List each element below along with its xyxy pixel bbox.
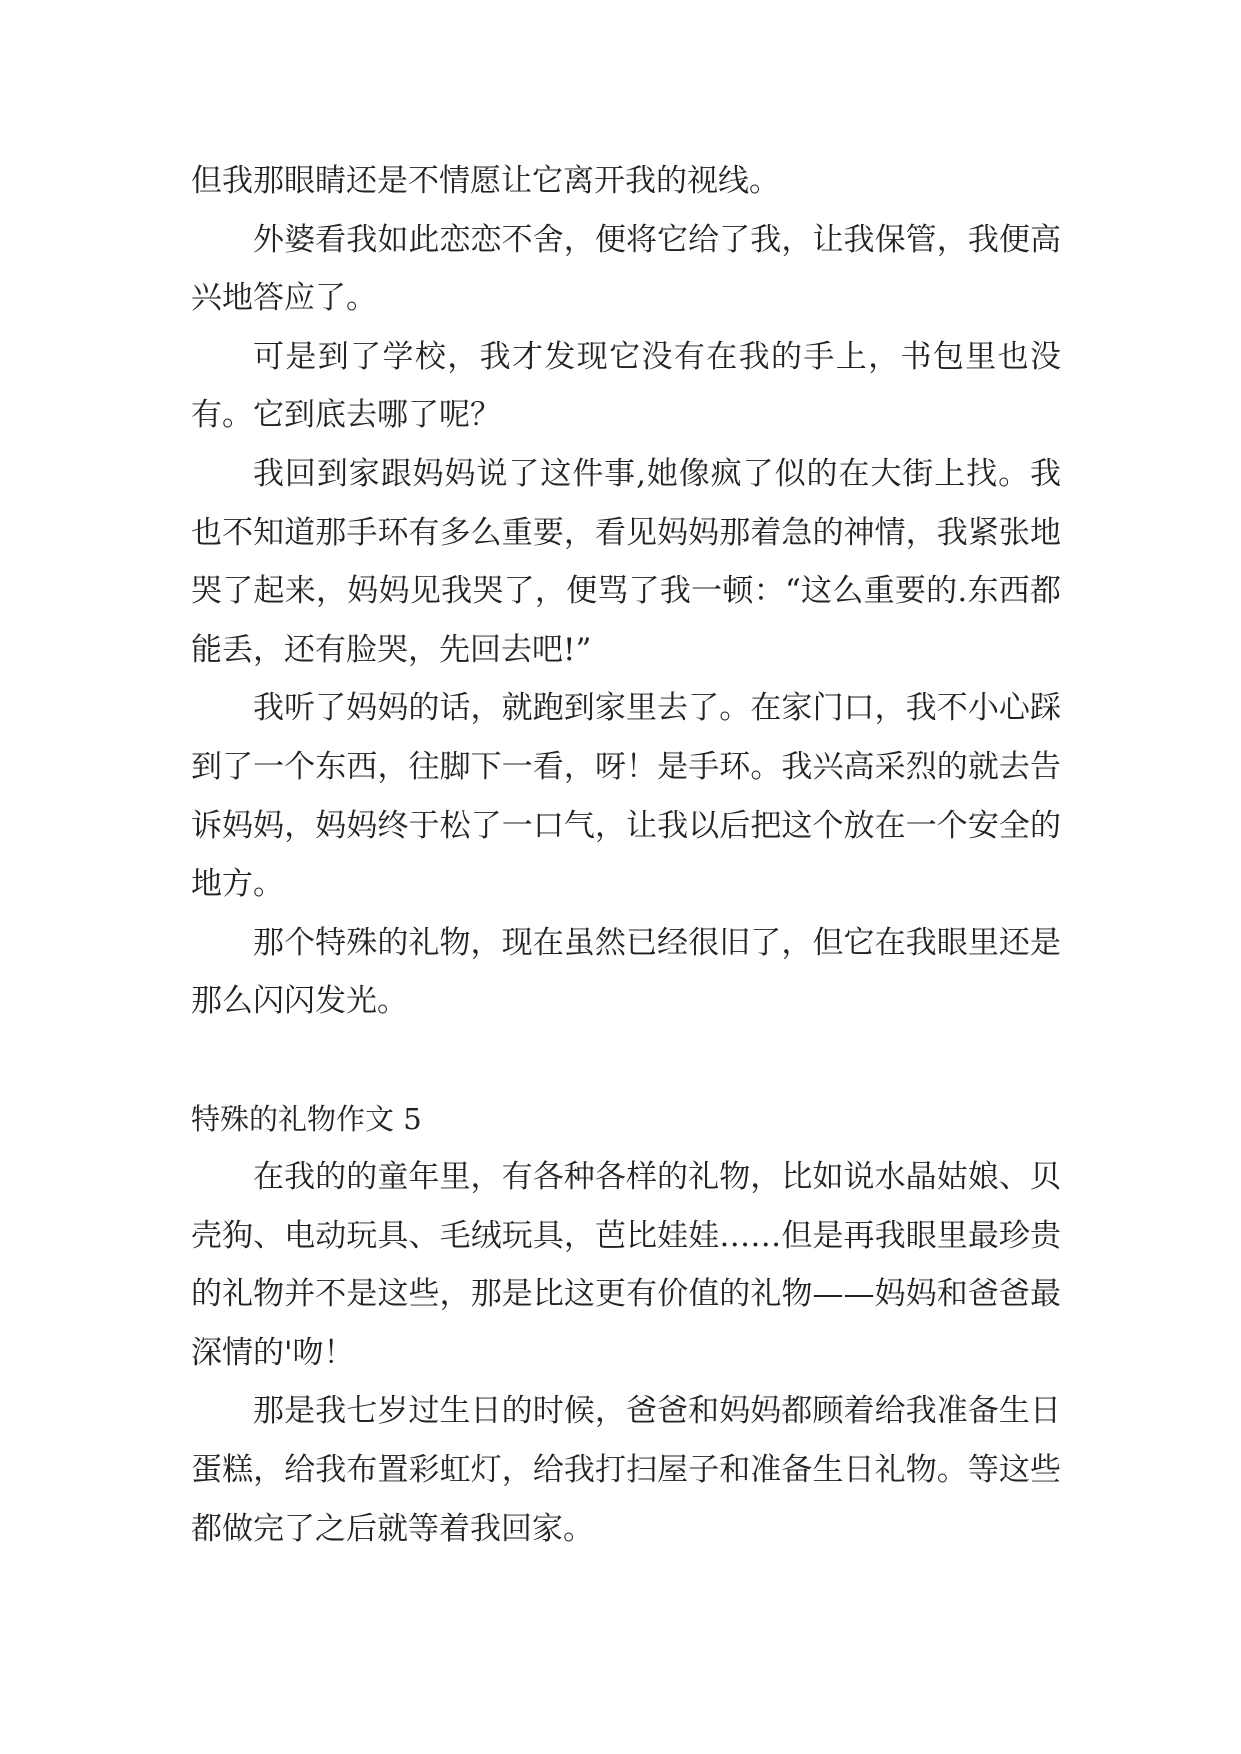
- paragraph: 外婆看我如此恋恋不舍，便将它给了我，让我保管，我便高兴地答应了。: [191, 221, 1061, 317]
- paragraph: 但我那眼睛还是不情愿让它离开我的视线。: [191, 163, 780, 199]
- paragraph: 在我的的童年里，有各种各样的礼物，比如说水晶姑娘、贝壳狗、电动玩具、毛绒玩具，芭比娃娃……但是再我眼里最珍贵的礼物并不是这些，那是比这更有价值的礼物——妈妈和爸爸最深情的'吻！: [191, 1159, 1061, 1371]
- document-body: [191, 152, 1061, 1558]
- paragraph: 那是我七岁过生日的时候，爸爸和妈妈都顾着给我准备生日蛋糕，给我布置彩虹灯，给我打扫屋子和准备生日礼物。等这些都做完了之后就等着我回家。: [191, 1393, 1061, 1547]
- section-title: 特殊的礼物作文 5: [191, 1101, 422, 1136]
- paragraph: 那个特殊的礼物，现在虽然已经很旧了，但它在我眼里还是那么闪闪发光。: [191, 924, 1061, 1020]
- paragraph: 可是到了学校，我才发现它没有在我的手上，书包里也没有。它到底去哪了呢？: [191, 338, 1061, 434]
- paragraph: 我听了妈妈的话，就跑到家里去了。在家门口，我不小心踩到了一个东西，往脚下一看，呀！是手环。我兴高采烈的就去告诉妈妈，妈妈终于松了一口气，让我以后把这个放在一个安全的地方。: [191, 690, 1061, 903]
- paragraph: 我回到家跟妈妈说了这件事,她像疯了似的在大街上找。我也不知道那手环有多么重要，看见妈妈那着急的神情，我紧张地哭了起来，妈妈见我哭了，便骂了我一顿：“这么重要的.东西都能丢，还有脸哭，先回去吧!”: [191, 455, 1061, 668]
